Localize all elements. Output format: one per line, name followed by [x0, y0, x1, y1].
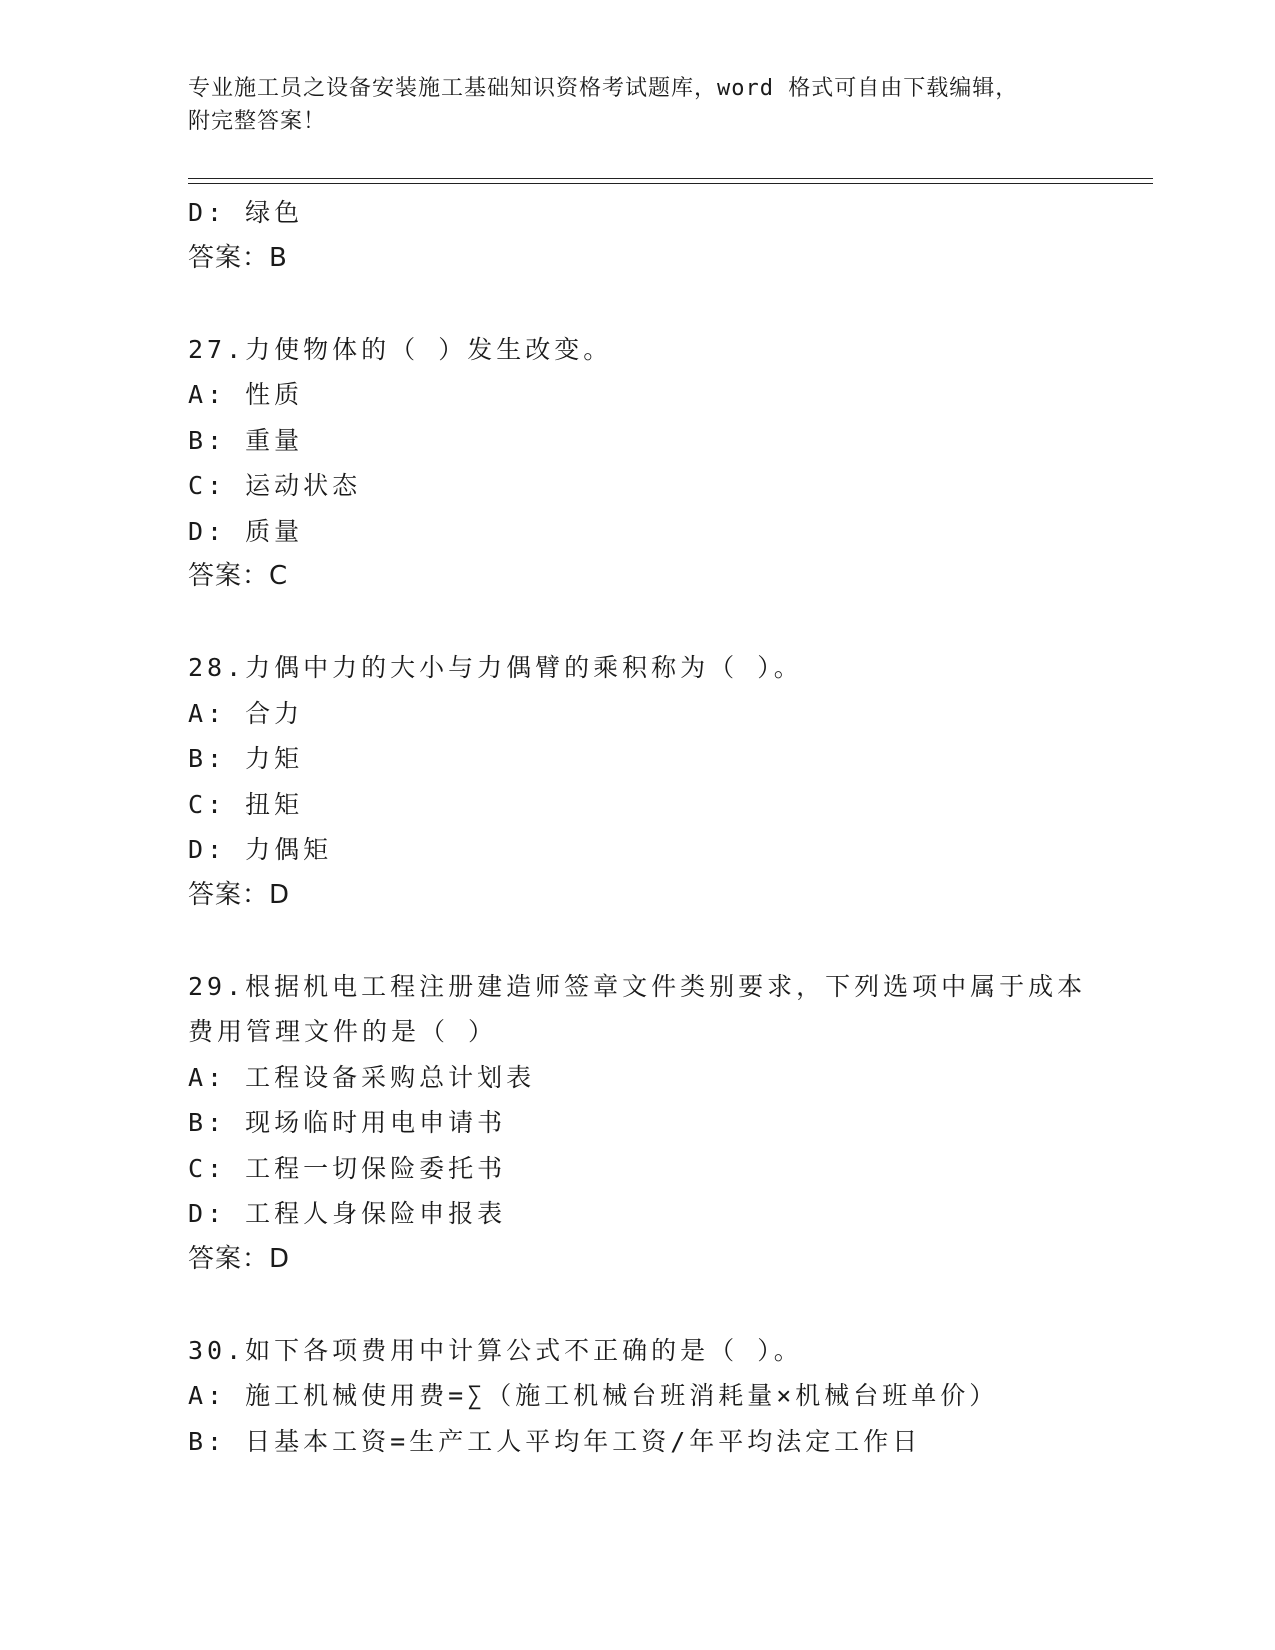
option-d: D: 绿色 — [188, 198, 304, 227]
answer-line: 答案：B — [188, 242, 288, 273]
spacer — [188, 1282, 1153, 1328]
question-28-option-a: A: 合力 — [188, 698, 304, 728]
header-line-2: 附完整答案！ — [188, 109, 327, 134]
question-29-option-a: A: 工程设备采购总计划表 — [188, 1062, 536, 1092]
question-28-option-d: D: 力偶矩 — [188, 835, 333, 864]
question-30-option-b: B: 日基本工资=生产工人平均年工资/年平均法定工作日 — [188, 1426, 922, 1456]
question-30-option-a: A: 施工机械使用费=∑（施工机械台班消耗量×机械台班单价） — [188, 1381, 999, 1410]
question-27-text: 27.力使物体的（ ）发生改变。 — [188, 334, 613, 364]
question-30-text: 30.如下各项费用中计算公式不正确的是（ ）。 — [188, 1335, 803, 1365]
question-29-answer: 答案：D — [188, 1243, 291, 1274]
document-header — [188, 72, 1118, 138]
question-27-option-d: D: 质量 — [188, 516, 304, 546]
question-29-text-line-2: 费用管理文件的是（ ） — [188, 1017, 498, 1046]
spacer — [188, 918, 1153, 964]
question-27-option-b: B: 重量 — [188, 425, 304, 455]
header-line-1: 专业施工员之设备安装施工基础知识资格考试题库，word 格式可自由下载编辑， — [188, 76, 1019, 101]
spacer — [188, 600, 1153, 646]
question-29-text-line-1: 29.根据机电工程注册建造师签章文件类别要求，下列选项中属于成本 — [188, 971, 1087, 1001]
question-27-option-a: A: 性质 — [188, 380, 304, 409]
question-29-option-c: C: 工程一切保险委托书 — [188, 1153, 507, 1183]
question-29-option-d: D: 工程人身保险申报表 — [188, 1199, 507, 1228]
spacer — [188, 281, 1153, 327]
question-list — [188, 190, 1153, 1464]
question-28-option-b: B: 力矩 — [188, 744, 304, 773]
header-rule-top — [188, 178, 1153, 179]
question-28-answer: 答案：D — [188, 879, 291, 910]
header-rule-bottom — [188, 183, 1153, 184]
question-27-option-c: C: 运动状态 — [188, 471, 362, 500]
question-27-answer: 答案：C — [188, 561, 289, 591]
question-28-text: 28.力偶中力的大小与力偶臂的乘积称为（ ）。 — [188, 653, 803, 682]
question-28-option-c: C: 扭矩 — [188, 789, 304, 819]
document-page — [188, 0, 1153, 1650]
question-29-option-b: B: 现场临时用电申请书 — [188, 1108, 507, 1137]
